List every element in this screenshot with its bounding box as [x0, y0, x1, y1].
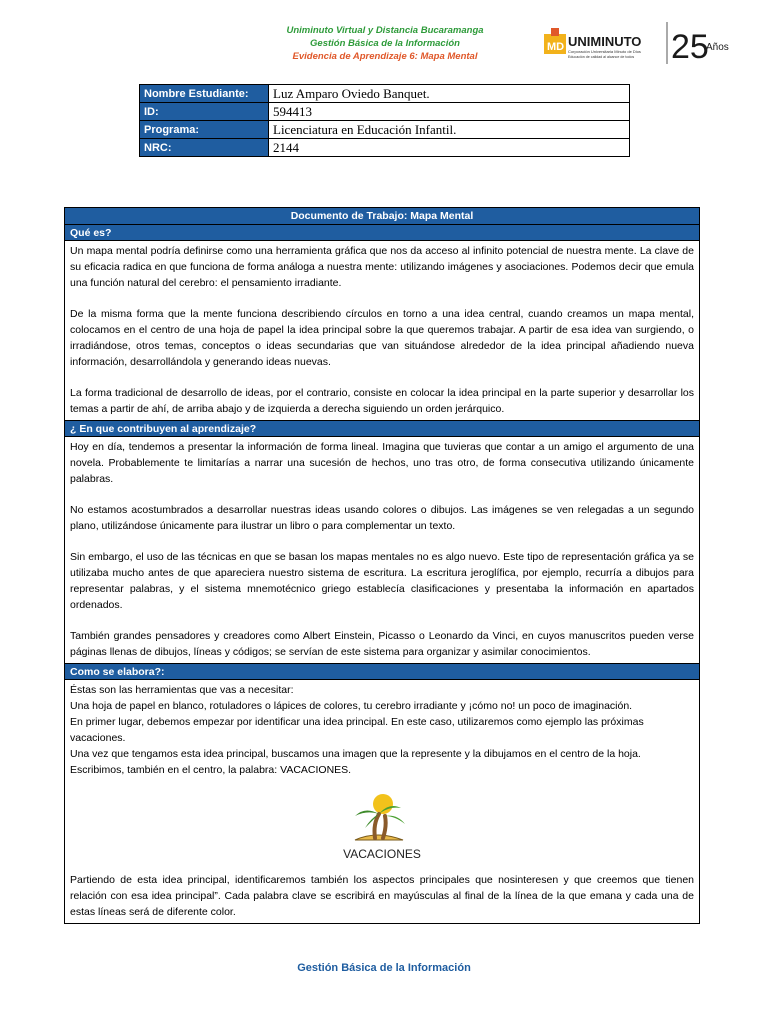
uniminuto-logo — [544, 24, 660, 62]
paragraph: También grandes pensadores y creadores como Albert Einstein, Picasso o Leonardo da Vinci, en cuyos manuscritos pueden verse páginas llenas de dibujos, líneas y códigos; se servían de este sistema para organizar y asimilar conocimientos. — [70, 630, 694, 658]
paragraph: Partiendo de esta idea principal, identificaremos también los aspectos principales que nosinteresen y que creemos que tienen relación con esa idea principal”. Cada palabra clave se escribirá en mayúsculas al final de la línea de la que emana y cada una de estas líneas será de diferente color. — [70, 874, 694, 918]
anniversary-word: Años — [706, 42, 729, 53]
paragraph: La forma tradicional de desarrollo de ideas, por el contrario, consiste en colocar la idea principal en la parte superior y desarrollar los temas a partir de ahí, de arriba abajo y de izquierda a derecha siguiendo un orden jerárquico. — [70, 387, 694, 415]
header-evidence: Evidencia de Aprendizaje 6: Mapa Mental — [292, 51, 478, 62]
student-info-table — [139, 84, 630, 157]
info-value: 2144 — [269, 139, 630, 157]
info-label: Nombre Estudiante: — [140, 85, 269, 103]
info-label: Programa: — [140, 121, 269, 139]
palm-island-illustration — [327, 792, 437, 862]
info-row-program — [140, 121, 630, 139]
paragraph: Un mapa mental podría definirse como una herramienta gráfica que nos da acceso al infinito potencial de nuestra mente. La clave de su eficacia radica en que funciona de forma análoga a nuestra mente: utilizando imágenes y asociaciones. Podemos decir que emula una función natural del cerebro: el pensamiento irradiante. — [70, 245, 694, 289]
svg-text:MD: MD — [547, 41, 565, 53]
logo-wordmark: UNIMINUTO — [568, 34, 642, 49]
vacaciones-label: VACACIONES — [343, 847, 421, 861]
page-footer: Gestión Básica de la Información — [297, 962, 471, 974]
section-heading-elabora: Como se elabora?: — [65, 664, 700, 680]
info-row-name — [140, 85, 630, 103]
paragraph: Sin embargo, el uso de las técnicas en que se basan los mapas mentales no es algo nuevo. Este tipo de representación gráfica ya se utilizaba mucho antes de que apareciera nuestro sistema de escritura. La escritura jeroglífica, por ejemplo, recurría a dibujos para representar palabras, y el sistema mnemotécnico griego establecía clasificaciones y presentaba la información en apartados ordenados. — [70, 551, 694, 611]
paragraph: En primer lugar, debemos empezar por identificar una idea principal. En este caso, utilizaremos como ejemplo las próximas vacaciones. — [70, 716, 644, 744]
info-value: Licenciatura en Educación Infantil. — [269, 121, 630, 139]
logo-tagline: Educación de calidad al alcance de todos — [568, 55, 635, 59]
document-header — [250, 24, 520, 63]
section-body-que-es — [65, 241, 700, 421]
section-body-elabora — [65, 680, 700, 924]
paragraph: Una hoja de papel en blanco, rotuladores o lápices de colores, tu cerebro irradiante y ¡cómo no! un poco de imaginación. — [70, 700, 633, 712]
info-label: NRC: — [140, 139, 269, 157]
paragraph: De la misma forma que la mente funciona describiendo círculos en torno a una idea central, cuando creamos un mapa mental, colocamos en el centro de una hoja de papel la idea principal sobre la que queremos trabajar. A partir de esa idea van surgiendo, o irradiándose, otros temas, conceptos o ideas secundarias que van situándose alrededor de la idea principal añadiendo nueva información, desarrollándola y generando ideas nuevas. — [70, 308, 694, 368]
paragraph: Hoy en día, tendemos a presentar la información de forma lineal. Imagina que tuvieras que contar a un amigo el argumento de una novela. Probablemente te limitarías a narrar una sucesión de hechos, uno tras otro, de forma consecutiva utilizando únicamente palabras. — [70, 441, 694, 485]
header-course: Gestión Básica de la Información — [310, 38, 460, 49]
document-title: Documento de Trabajo: Mapa Mental — [65, 208, 700, 225]
paragraph: No estamos acostumbrados a desarrollar nuestras ideas usando colores o dibujos. Las imágenes se ven relegadas a un segundo plano, utilizándose únicamente para ilustrar un libro o para complementar un texto. — [70, 504, 694, 532]
section-heading-aprendizaje: ¿ En que contribuyen al aprendizaje? — [65, 421, 700, 437]
info-label: ID: — [140, 103, 269, 121]
header-institution: Uniminuto Virtual y Distancia Bucaramanga — [286, 25, 484, 36]
anniversary-number: 25 — [671, 28, 709, 66]
info-value: Luz Amparo Oviedo Banquet. — [269, 85, 630, 103]
info-row-nrc — [140, 139, 630, 157]
section-body-aprendizaje — [65, 437, 700, 664]
work-document-table — [64, 207, 700, 924]
info-row-id — [140, 103, 630, 121]
logo-subtitle: Corporación Universitaria Minuto de Dios — [568, 49, 641, 54]
anniversary-logo — [666, 20, 732, 66]
section-heading-que-es: Qué es? — [65, 225, 700, 241]
info-value: 594413 — [269, 103, 630, 121]
paragraph: Éstas son las herramientas que vas a necesitar: — [70, 684, 294, 696]
paragraph: Una vez que tengamos esta idea principal, buscamos una imagen que la represente y la dibujamos en el centro de la hoja. Escribimos, también en el centro, la palabra: VACACIONES. — [70, 748, 641, 776]
